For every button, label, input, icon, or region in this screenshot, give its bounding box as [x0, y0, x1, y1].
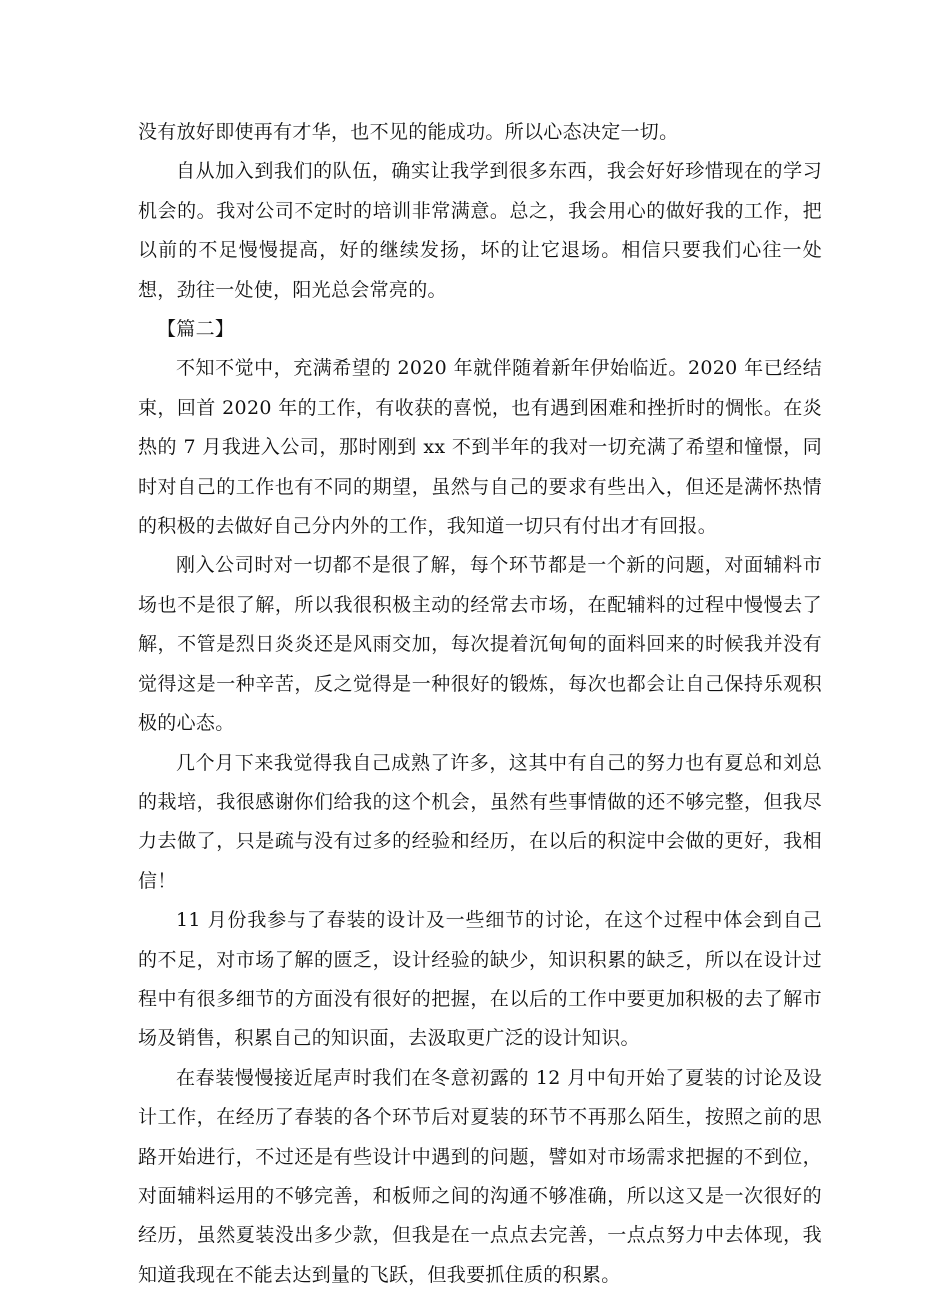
paragraph: 自从加入到我们的队伍，确实让我学到很多东西，我会好好珍惜现在的学习机会的。我对公司不定时的培训非常满意。总之，我会用心的做好我的工作，把以前的不足慢慢提高，好的继续发扬，坏的让它退场。相信只要我们心往一处想，劲往一处使，阳光总会常亮的。: [138, 160, 822, 301]
paragraph: 刚入公司时对一切都不是很了解，每个环节都是一个新的问题，对面辅料市场也不是很了解，所以我很积极主动的经常去市场，在配辅料的过程中慢慢去了解，不管是烈日炎炎还是风雨交加，每次提着沉甸甸的面料回来的时候我并没有觉得这是一种辛苦，反之觉得是一种很好的锻炼，每次也都会让自己保持乐观积极的心态。: [138, 554, 822, 735]
paragraph: 在春装慢慢接近尾声时我们在冬意初露的 12 月中旬开始了夏装的讨论及设计工作，在经历了春装的各个环节后对夏装的环节不再那么陌生，按照之前的思路开始进行，不过还是有些设计中遇到的问题，譬如对市场需求把握的不到位，对面辅料运用的不够完善，和板师之间的沟通不够准确，所以这又是一次很好的经历，虽然夏装没出多少款，但我是在一点点去完善，一点点努力中去体现，我知道我现在不能去达到量的飞跃，但我要抓住质的积累。: [138, 1066, 822, 1286]
paragraph: 不知不觉中，充满希望的 2020 年就伴随着新年伊始临近。2020 年已经结束，回首 2020 年的工作，有收获的喜悦，也有遇到困难和挫折时的惆怅。在炎热的 7 月我进入公司，那时刚到 xx 不到半年的我对一切充满了希望和憧憬，同时对自己的工作也有不同的期望，虽然与自己的要求有些出入，但还是满怀热情的积极的去做好自己分内外的工作，我知道一切只有付出才有回报。: [138, 357, 822, 538]
paragraph: 11 月份我参与了春装的设计及一些细节的讨论，在这个过程中体会到自己的不足，对市场了解的匮乏，设计经验的缺少，知识积累的缺乏，所以在设计过程中有很多细节的方面没有很好的把握，在以后的工作中要更加积极的去了解市场及销售，积累自己的知识面，去汲取更广泛的设计知识。: [138, 909, 822, 1050]
section-heading: 【篇二】: [157, 318, 235, 341]
document-body: [138, 113, 822, 1295]
paragraph-continuation: 没有放好即使再有才华，也不见的能成功。所以心态决定一切。: [138, 121, 679, 143]
paragraph: 几个月下来我觉得我自己成熟了许多，这其中有自己的努力也有夏总和刘总的栽培，我很感谢你们给我的这个机会，虽然有些事情做的还不够完整，但我尽力去做了，只是疏与没有过多的经验和经历，在以后的积淀中会做的更好，我相信！: [138, 751, 822, 892]
